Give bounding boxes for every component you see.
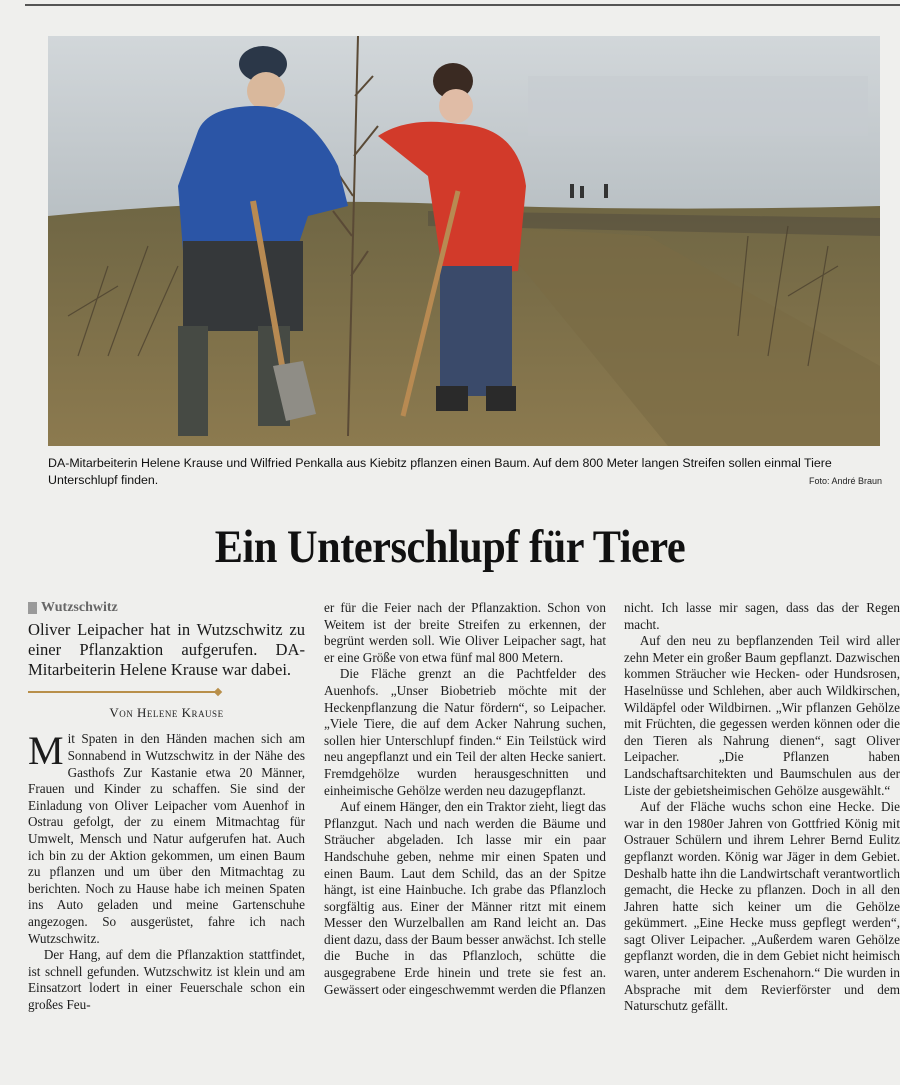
paragraph: Die Fläche grenzt an die Pachtfelder des Auenhofs. „Unser Biobetrieb möchte mit der Heckenpflanzung die Natur fördern“, so Leipacher. „Viele Tiere, die auf dem Acker Nahrung suchen, sollen hier Unterschlupf finden.“ Ein Teilstück wird neu angepflanzt und ein Teil der alten Hecke saniert. Fremdgehölze wurden herausgeschnitten und einheimische Gehölze werden neu dazugepflanzt. [324, 666, 606, 798]
paragraph: er für die Feier nach der Pflanzaktion. Schon von Weitem ist der breite Streifen zu erkennen, der begrünt werden soll. Wie Oliver Leipacher sagt, hat er eine Größe von etwa fünf mal 800 Metern. [324, 600, 606, 665]
headline: Ein Unterschlupf für Tiere [214, 521, 686, 573]
photo-illustration [48, 36, 880, 446]
kicker-marker-icon [28, 602, 37, 614]
dropcap: M [28, 728, 64, 774]
top-rule [25, 4, 900, 6]
photo-caption: DA-Mitarbeiterin Helene Krause und Wilfried Penkalla aus Kiebitz pflanzen einen Baum. Auf dem 800 Meter langen Streifen sollen einmal Tiere Unterschlupf finden. [48, 456, 832, 487]
teaser-divider [28, 691, 218, 693]
kicker-label: Wutzschwitz [41, 600, 118, 615]
column-3 [624, 600, 900, 1015]
photo-credit: Foto: André Braun [808, 476, 882, 486]
paragraph: Auf den neu zu bepflanzenden Teil wird aller zehn Meter ein großer Baum gepflanzt. Dazwischen kommen Sträucher wie Hecken- oder Hundsrosen, Haselnüsse und Schlehen, aber auch Wildkirschen, Wildäpfel oder Wildbirnen. „Wir pflanzen Gehölze mit Früchten, die gegessen werden können oder die den Tieren als Nahrung dienen“, sagt Oliver Leipacher. „Die Pflanzen haben Landschaftsarchitekten und Baumschulen aus der Liste der gebietsheimischen Gehölze ausgewählt.“ [624, 633, 900, 798]
paragraph: Auf der Fläche wuchs schon eine Hecke. Die war in den 1980er Jahren von Gottfried König mit Ostrauer Schülern und ihrem Lehrer Bernd Eulitz gepflanzt worden. König war Jäger in dem Gebiet. Deshalb hatte ihn die Landwirtschaft verantwortlich gemacht, die Hecke zu pflanzen. Doch in all den Jahren hatte sich keiner um die Gehölze gekümmert. „Eine Hecke muss gepflegt werden“, sagt Oliver Leipacher. „Außerdem waren Gehölze gepflanzt worden, die in dem Gebiet nicht heimisch waren, unter anderem Eschenahorn.“ Die wurden in Absprache mit dem Revierförster und dem Naturschutz gefällt. [624, 799, 900, 1014]
background-sign [528, 76, 868, 136]
column-2 [324, 600, 606, 998]
column-1 [28, 600, 305, 1014]
paragraph: Mit Spaten in den Händen machen sich am Sonnabend in Wutzschwitz in der Nähe des Gasthofs Zur Kastanie etwa 20 Männer, Frauen und Kinder zu schaffen. Sie sind der Einladung von Oliver Leipacher vom Auenhof in Ostrau gefolgt, der zu einem Mitmachtag für Umwelt, Mensch und Natur aufgerufen hat. Auch ich bin zu der Aktion gekommen, um einen Baum zu pflanzen und um über den Mitmachtag zu berichten. Noch zu Hause habe ich meinen Spaten ins Auto geladen und meine Gartenschuhe angezogen. So ausgerüstet, fahre ich nach Wutzschwitz. [28, 728, 305, 946]
paragraph: Auf einem Hänger, den ein Traktor zieht, liegt das Pflanzgut. Nach und nach werden die Bäume und Sträucher abgeladen. Ich lasse mir ein paar Handschuhe geben, nehme mir einen Spaten und einen Baum. Laut dem Schild, das an der Spitze hängt, ist eine Hainbuche. Ich grabe das Pflanzloch sorgfältig aus. Einer der Männer ritzt mit einem Messer den Wurzelballen am Rand leicht an. Das dient dazu, dass der Baum besser anwächst. Ich stelle die Buche in das Pflanzloch, schütte die ausgegrabene Erde hinein und trete sie fest an. Gewässert oder eingeschwemmt werden die Pflanzen [324, 799, 606, 997]
teaser: Oliver Leipacher hat in Wutzschwitz zu einer Pflanzaktion aufgerufen. DA-Mitarbeiterin Helene Krause war dabei. [28, 619, 305, 680]
paragraph: Der Hang, auf dem die Pflanzaktion stattfindet, ist schnell gefunden. Wutzschwitz ist klein und am Einsatzort lodert in einer Feuerschale schon ein großes Feu- [28, 947, 305, 1012]
paragraph: nicht. Ich lasse mir sagen, dass das der Regen macht. [624, 600, 900, 632]
kicker [28, 600, 305, 617]
byline: Von Helene Krause [109, 704, 224, 720]
article-photo [48, 36, 880, 446]
